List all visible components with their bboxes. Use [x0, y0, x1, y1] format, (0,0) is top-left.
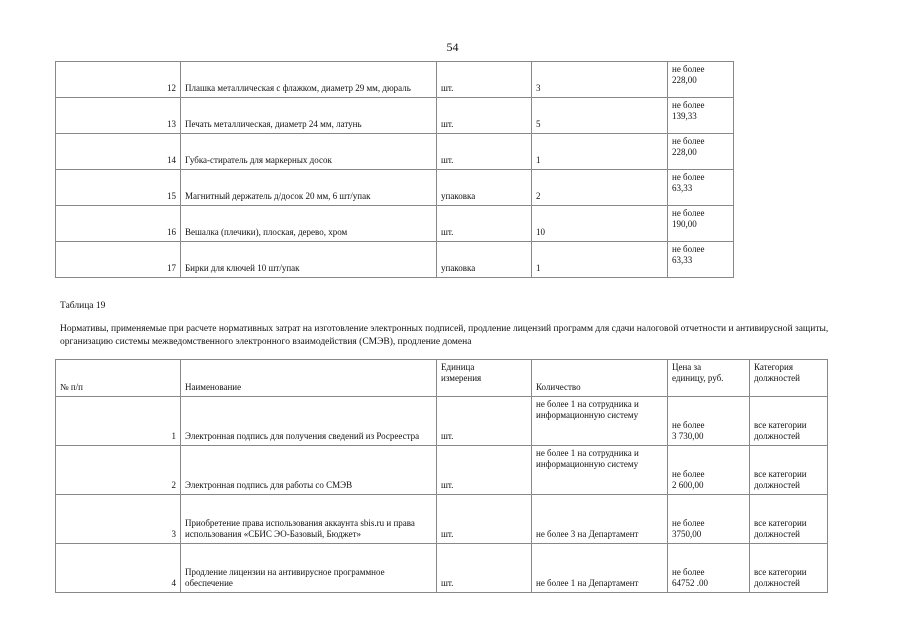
row-number: 17	[56, 242, 181, 278]
price-line1: не более	[672, 64, 705, 74]
item-unit: шт.	[437, 544, 532, 593]
price-line1: не более	[672, 172, 705, 182]
table-19-caption: Таблица 19	[60, 301, 106, 311]
item-name: Плашка металлическая с флажком, диаметр 29 мм, дюраль	[181, 62, 437, 98]
item-price	[668, 446, 750, 495]
price-line1: не более	[672, 419, 705, 430]
item-quantity: 10	[532, 206, 668, 242]
header-name: Наименование	[181, 360, 437, 397]
table-row	[56, 242, 734, 278]
item-unit: упаковка	[437, 170, 532, 206]
header-price	[668, 360, 750, 397]
price-line2: 228,00	[672, 75, 697, 86]
price-line1: не более	[672, 566, 705, 577]
item-quantity: не более 1 на Департамент	[532, 544, 668, 593]
item-category	[750, 446, 828, 495]
price-line1: не более	[672, 468, 705, 479]
price-line1: не более	[672, 100, 705, 110]
item-price	[668, 170, 734, 206]
table-row	[56, 206, 734, 242]
row-number: 13	[56, 98, 181, 134]
item-price	[668, 206, 734, 242]
price-line2: 63,33	[672, 183, 693, 194]
item-name: Вешалка (плечики), плоская, дерево, хром	[181, 206, 437, 242]
item-price	[668, 242, 734, 278]
item-price	[668, 134, 734, 170]
table-row	[56, 170, 734, 206]
price-line2: 63,33	[672, 255, 693, 266]
price-line2: 190,00	[672, 219, 697, 230]
page-number: 54	[446, 40, 459, 54]
item-name: Электронная подпись для получения сведений из Росреестра	[181, 397, 437, 446]
row-number: 3	[56, 495, 181, 544]
price-line1: не более	[672, 244, 705, 254]
item-unit: шт.	[437, 397, 532, 446]
header-category	[750, 360, 828, 397]
item-quantity: не более 3 на Департамент	[532, 495, 668, 544]
table-header-row	[56, 360, 828, 397]
item-name: Электронная подпись для работы со СМЭВ	[181, 446, 437, 495]
item-name: Магнитный держатель д/досок 20 мм, 6 шт/упак	[181, 170, 437, 206]
row-number: 16	[56, 206, 181, 242]
item-name: Бирки для ключей 10 шт/упак	[181, 242, 437, 278]
row-number: 4	[56, 544, 181, 593]
category-line1: все категории	[754, 419, 807, 430]
price-line2: 64752 .00	[672, 577, 708, 588]
header-unit-line2: измерения	[441, 373, 482, 384]
item-name: Губка-стиратель для маркерных досок	[181, 134, 437, 170]
category-line1: все категории	[754, 566, 807, 577]
row-number: 1	[56, 397, 181, 446]
table-row	[56, 446, 828, 495]
item-quantity: 2	[532, 170, 668, 206]
price-line2: 2 600,00	[672, 479, 704, 490]
item-category	[750, 397, 828, 446]
item-quantity: не более 1 на сотрудника и информационную систему	[532, 446, 668, 495]
price-line2: 228,00	[672, 147, 697, 158]
table-19	[55, 359, 828, 593]
item-unit: шт.	[437, 495, 532, 544]
category-line2: должностей	[754, 479, 800, 490]
table-row	[56, 544, 828, 593]
price-line2: 3750,00	[672, 528, 702, 539]
row-number: 15	[56, 170, 181, 206]
category-line2: должностей	[754, 430, 800, 441]
table-row	[56, 134, 734, 170]
item-unit: шт.	[437, 98, 532, 134]
item-category	[750, 495, 828, 544]
header-price-line2: единицу, руб.	[672, 373, 724, 384]
item-name: Продление лицензии на антивирусное программное обеспечение	[181, 544, 437, 593]
table-18-continued	[55, 61, 734, 278]
item-unit: шт.	[437, 446, 532, 495]
item-category	[750, 544, 828, 593]
price-line1: не более	[672, 136, 705, 146]
header-num: № п/п	[56, 360, 181, 397]
header-price-line1: Цена за	[672, 362, 702, 372]
header-unit	[437, 360, 532, 397]
item-quantity: 1	[532, 242, 668, 278]
price-line1: не более	[672, 517, 705, 528]
item-price	[668, 98, 734, 134]
row-number: 2	[56, 446, 181, 495]
table-row	[56, 62, 734, 98]
header-qty: Количество	[532, 360, 668, 397]
item-unit: упаковка	[437, 242, 532, 278]
item-quantity: 1	[532, 134, 668, 170]
item-quantity: 3	[532, 62, 668, 98]
price-line2: 3 730,00	[672, 430, 704, 441]
header-unit-line1: Единица	[441, 362, 475, 372]
row-number: 14	[56, 134, 181, 170]
item-unit: шт.	[437, 134, 532, 170]
item-price	[668, 544, 750, 593]
category-line2: должностей	[754, 577, 800, 588]
item-name: Печать металлическая, диаметр 24 мм, латунь	[181, 98, 437, 134]
item-name: Приобретение права использования аккаунта sbis.ru и права использования «СБИС ЭО-Базовый, Бюджет»	[181, 495, 437, 544]
price-line2: 139,33	[672, 111, 697, 122]
category-line1: все категории	[754, 517, 807, 528]
category-line2: должностей	[754, 528, 800, 539]
row-number: 12	[56, 62, 181, 98]
table-row	[56, 397, 828, 446]
header-category-line1: Категория	[754, 362, 793, 372]
category-line1: все категории	[754, 468, 807, 479]
item-unit: шт.	[437, 206, 532, 242]
table-19-description: Нормативы, применяемые при расчете нормативных затрат на изготовление электронных подписей, продление лицензий программ для сдачи налоговой отчетности и антивирусной защиты, организацию системы межведомственного электронного взаимодействия (СМЭВ), продление домена	[60, 324, 829, 348]
item-quantity: не более 1 на сотрудника и информационную систему	[532, 397, 668, 446]
table-row	[56, 98, 734, 134]
item-unit: шт.	[437, 62, 532, 98]
item-price	[668, 62, 734, 98]
item-quantity: 5	[532, 98, 668, 134]
table-row	[56, 495, 828, 544]
header-category-line2: должностей	[754, 373, 800, 384]
item-price	[668, 495, 750, 544]
item-price	[668, 397, 750, 446]
price-line1: не более	[672, 208, 705, 218]
